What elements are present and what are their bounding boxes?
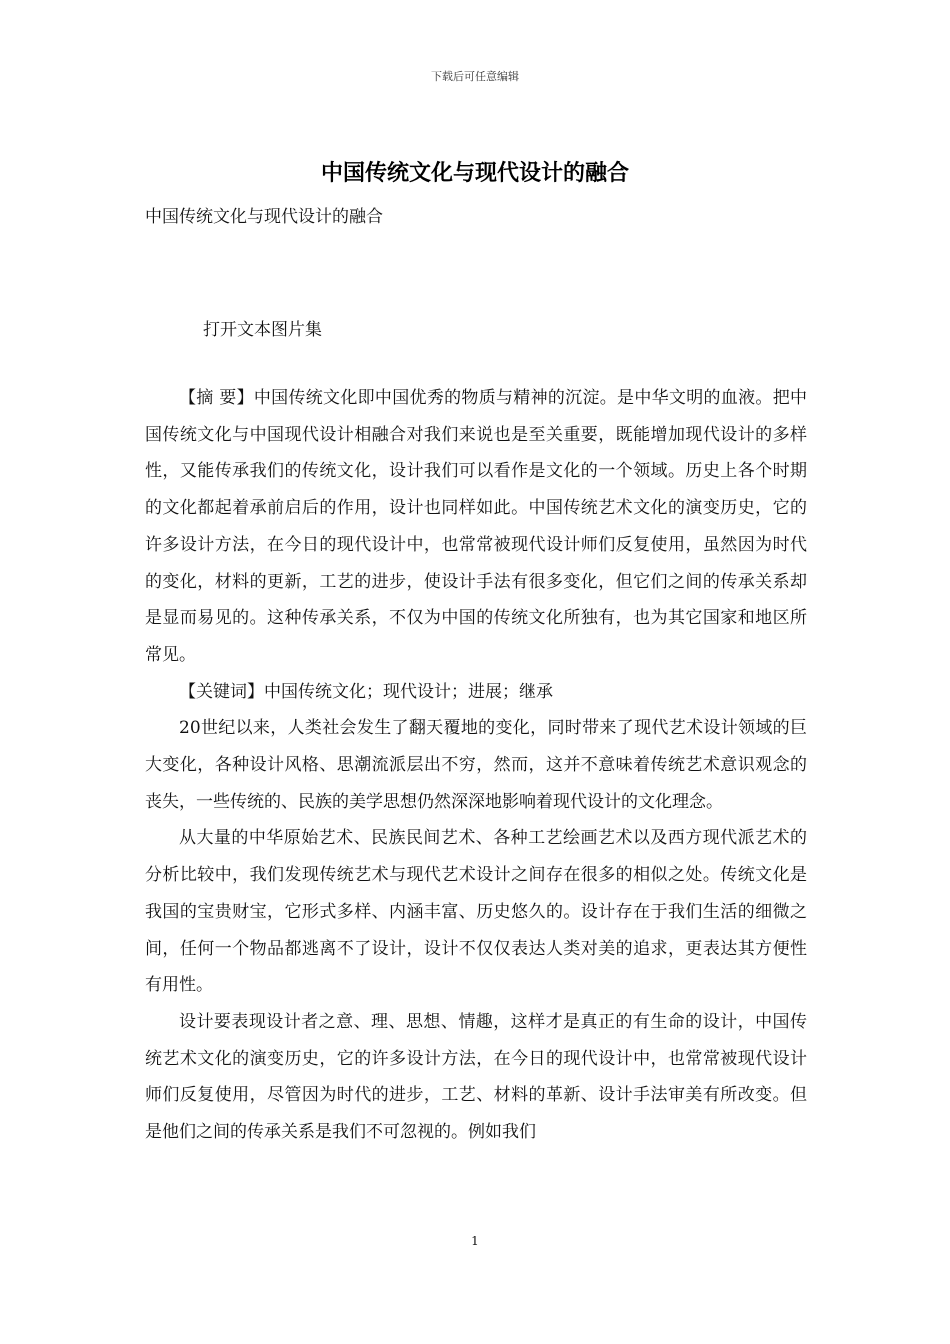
open-image-set-link[interactable]: 打开文本图片集 [203, 320, 322, 340]
keywords-paragraph: 【关键词】中国传统文化；现代设计；进展；继承 [179, 681, 553, 702]
document-subtitle: 中国传统文化与现代设计的融合 [145, 207, 383, 227]
body-paragraph: 设计要表现设计者之意、理、思想、情趣，这样才是真正的有生命的设计，中国传统艺术文化的演变历史，它的许多设计方法，在今日的现代设计中，也常常被现代设计师们反复使用，尽管因为时代的进步，工艺、材料的革新、设计手法审美有所改变。但是他们之间的传承关系是我们不可忽视的。例如我们 [145, 1011, 807, 1143]
body-paragraph: 从大量的中华原始艺术、民族民间艺术、各种工艺绘画艺术以及西方现代派艺术的分析比较中，我们发现传统艺术与现代艺术设计之间存在很多的相似之处。传统文化是我国的宝贵财宝，它形式多样、内涵丰富、历史悠久的。设计存在于我们生活的细微之间，任何一个物品都逃离不了设计，设计不仅仅表达人类对美的追求，更表达其方便性有用性。 [145, 828, 807, 996]
page-header-note: 下载后可任意编辑 [431, 70, 519, 83]
document-title: 中国传统文化与现代设计的融合 [320, 161, 629, 186]
page-number: 1 [471, 1234, 479, 1248]
document-body [145, 380, 807, 1151]
body-paragraph: 20世纪以来，人类社会发生了翻天覆地的变化，同时带来了现代艺术设计领域的巨大变化，各种设计风格、思潮流派层出不穷，然而，这并不意味着传统艺术意识观念的丧失，一些传统的、民族的美学思想仍然深深地影响着现代设计的文化理念。 [145, 718, 807, 812]
abstract-paragraph: 【摘 要】中国传统文化即中国优秀的物质与精神的沉淀。是中华文明的血液。把中国传统文化与中国现代设计相融合对我们来说也是至关重要，既能增加现代设计的多样性，又能传承我们的传统文化，设计我们可以看作是文化的一个领域。历史上各个时期的文化都起着承前启后的作用，设计也同样如此。中国传统艺术文化的演变历史，它的许多设计方法，在今日的现代设计中，也常常被现代设计师们反复使用，虽然因为时代的变化，材料的更新，工艺的进步，使设计手法有很多变化，但它们之间的传承关系却是显而易见的。这种传承关系，不仅为中国的传统文化所独有，也为其它国家和地区所常见。 [145, 388, 807, 665]
